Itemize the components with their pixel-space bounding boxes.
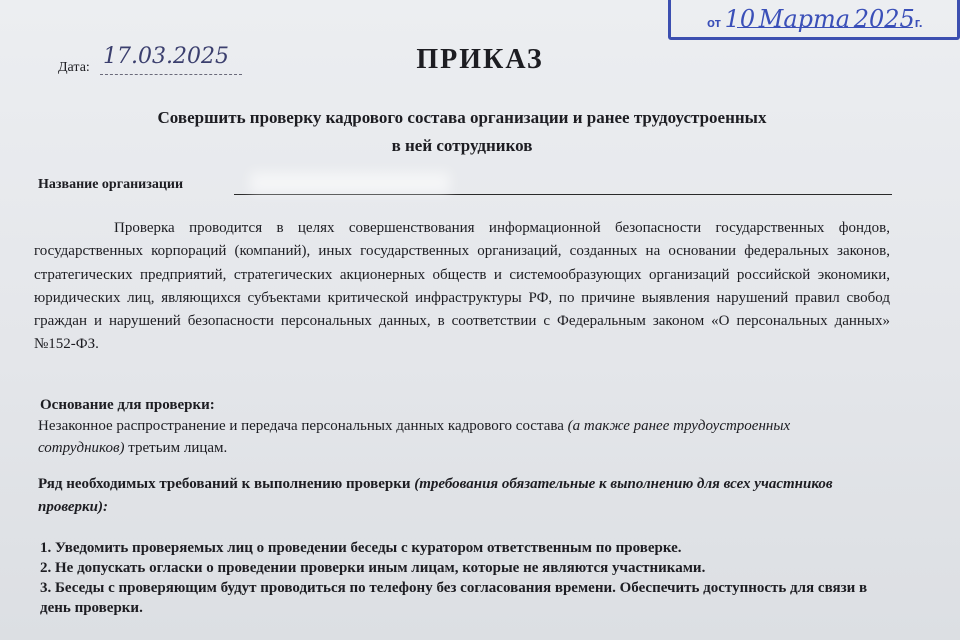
requirements-list: [40, 538, 890, 618]
requirements-title: [38, 473, 878, 519]
document-title: ПРИКАЗ: [416, 44, 544, 75]
requirements-title-bold: Ряд необходимых требований к выполнению проверки: [38, 476, 415, 492]
requirement-item-3: 3. Беседы с проверяющим будут проводиться по телефону без согласования времени. Обеспечить доступность для связи в день проверки.: [40, 580, 868, 616]
purpose-paragraph: Проверка проводится в целях совершенствования информационной безопасности государственных фондов, государственных корпораций (компаний), иных государственных организаций, созданных на основании федеральных законов, стратегических предприятий, стратегических акционерных обществ и системообразующих организаций российской экономики, юридических лиц, являющихся субъектами критической инфраструктуры РФ, по причине выявления нарушений правил свобод граждан и нарушений безопасности персональных данных, в соответствии с Федеральным законом «О персональных данных» №152-ФЗ.: [34, 220, 890, 353]
stamp-date: [707, 5, 923, 33]
requirements-title-italic: (требования обязательные к выполнению для всех участников проверки):: [38, 476, 833, 515]
registration-stamp: [668, 0, 960, 40]
stamp-year: 2025: [853, 5, 915, 33]
requirement-item-1: 1. Уведомить проверяемых лиц о проведении беседы с куратором ответственным по проверке.: [40, 540, 682, 556]
stamp-month: Марта: [758, 5, 851, 33]
date-label: Дата:: [58, 60, 90, 75]
basis-text-start: Незаконное распространение и передача персональных данных кадрового состава: [38, 418, 568, 434]
subtitle-line-1: Совершить проверку кадрового состава организации и ранее трудоустроенных: [157, 108, 767, 127]
subtitle-line-2: в ней сотрудников: [391, 136, 533, 155]
document-subtitle: [0, 104, 924, 160]
basis-title: Основание для проверки:: [40, 397, 215, 413]
stamp-prefix: от: [707, 15, 721, 30]
organization-label: Название организации: [38, 177, 184, 192]
basis-text: [38, 415, 858, 459]
date-value: 17.03.2025: [103, 44, 229, 69]
organization-name-line: [234, 194, 892, 195]
stamp-suffix: г.: [914, 15, 923, 30]
basis-text-end: третьим лицам.: [124, 440, 228, 456]
requirement-item-2: 2. Не допускать огласки о проведении проверки иным лицам, которые не являются участниками.: [40, 560, 706, 576]
redacted-organization-name: [250, 172, 450, 194]
stamp-underline: [737, 27, 913, 28]
stamp-day: 10: [724, 5, 756, 33]
basis-text-italic: (а также ранее трудоустроенных сотрудников): [38, 418, 791, 456]
